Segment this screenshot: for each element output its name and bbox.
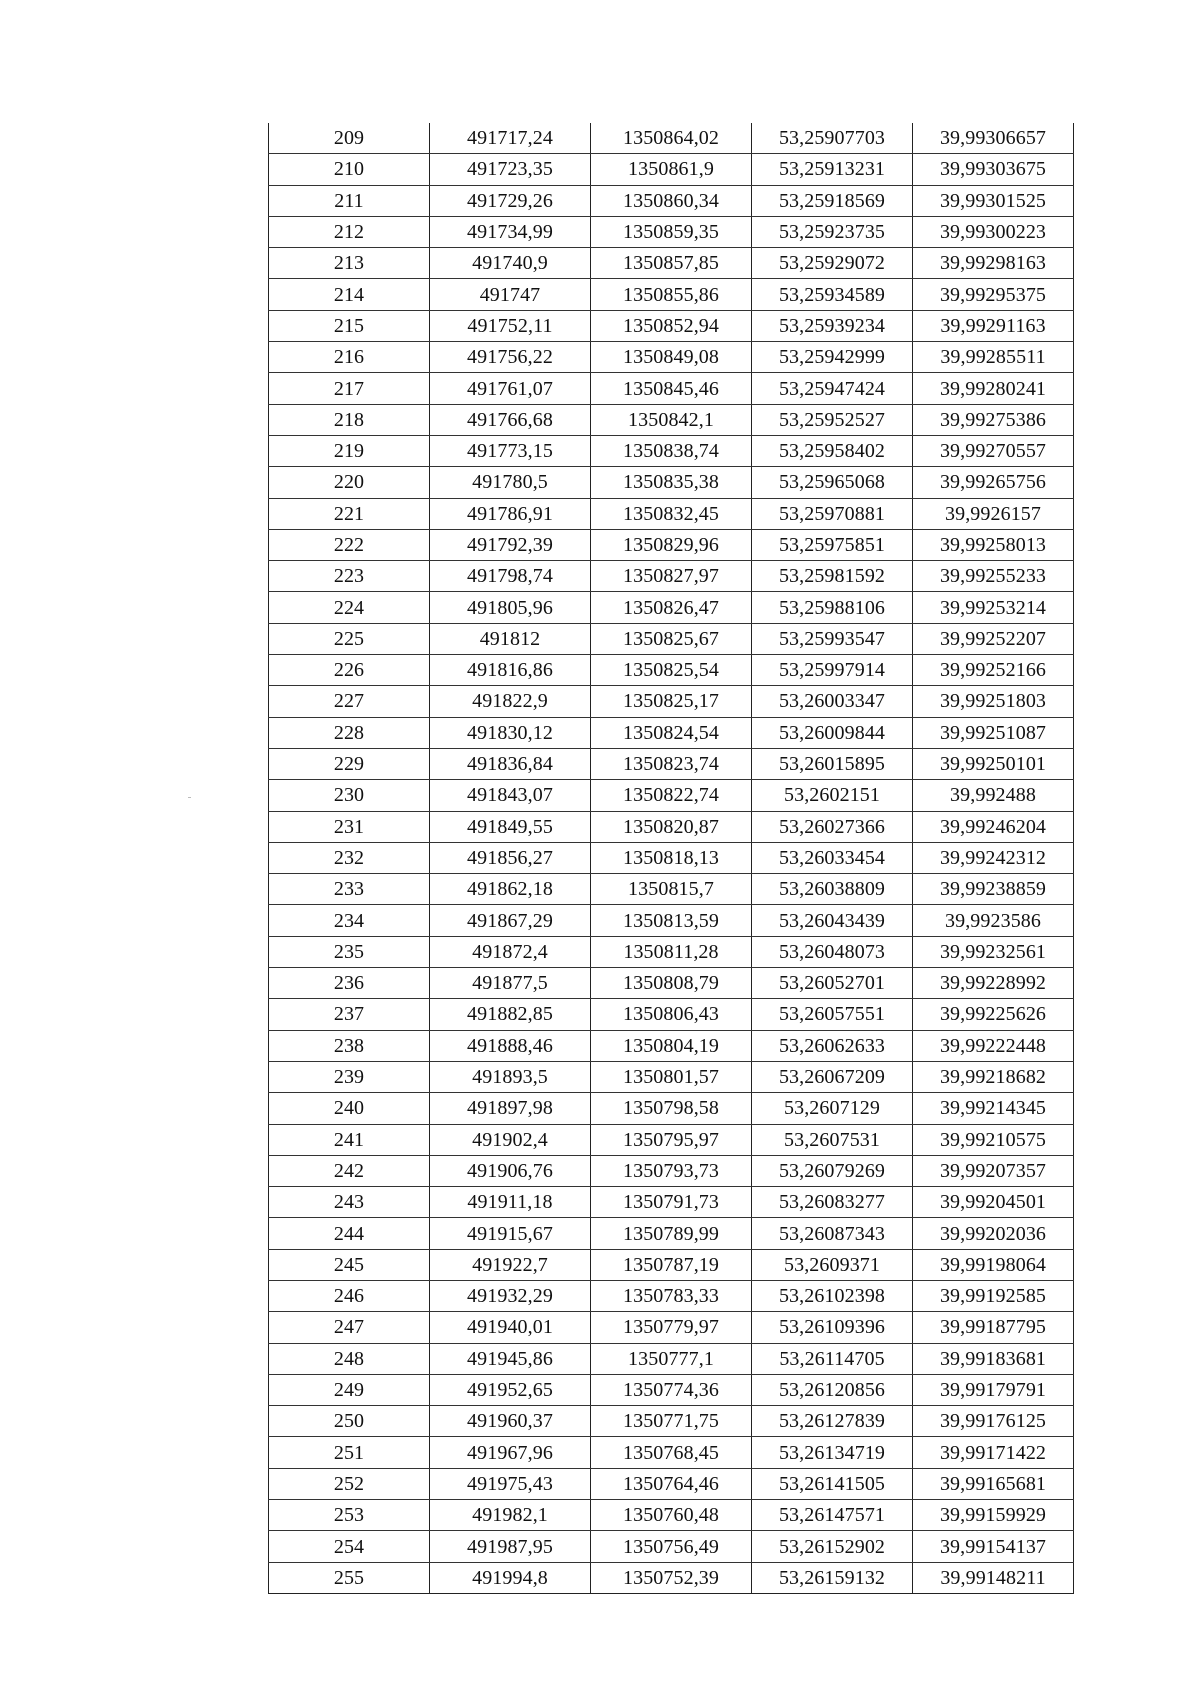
table-row xyxy=(269,216,1074,247)
longitude-cell: 39,99154137 xyxy=(913,1531,1074,1562)
x-coordinate-cell: 491877,5 xyxy=(430,968,591,999)
longitude-cell: 39,99218682 xyxy=(913,1061,1074,1092)
table-row xyxy=(269,842,1074,873)
table-row xyxy=(269,1406,1074,1437)
coordinates-table-body xyxy=(269,123,1074,1593)
y-coordinate-cell: 1350825,67 xyxy=(591,623,752,654)
table-row xyxy=(269,1343,1074,1374)
x-coordinate-cell: 491836,84 xyxy=(430,748,591,779)
table-row xyxy=(269,1155,1074,1186)
point-number-cell: 225 xyxy=(269,623,430,654)
point-number-cell: 252 xyxy=(269,1468,430,1499)
point-number-cell: 217 xyxy=(269,373,430,404)
y-coordinate-cell: 1350779,97 xyxy=(591,1312,752,1343)
y-coordinate-cell: 1350849,08 xyxy=(591,342,752,373)
y-coordinate-cell: 1350829,96 xyxy=(591,529,752,560)
point-number-cell: 241 xyxy=(269,1124,430,1155)
longitude-cell: 39,99301525 xyxy=(913,185,1074,216)
x-coordinate-cell: 491867,29 xyxy=(430,905,591,936)
y-coordinate-cell: 1350756,49 xyxy=(591,1531,752,1562)
table-row xyxy=(269,1280,1074,1311)
point-number-cell: 232 xyxy=(269,842,430,873)
longitude-cell: 39,99242312 xyxy=(913,842,1074,873)
x-coordinate-cell: 491729,26 xyxy=(430,185,591,216)
y-coordinate-cell: 1350832,45 xyxy=(591,498,752,529)
point-number-cell: 240 xyxy=(269,1093,430,1124)
table-row xyxy=(269,435,1074,466)
point-number-cell: 234 xyxy=(269,905,430,936)
y-coordinate-cell: 1350813,59 xyxy=(591,905,752,936)
y-coordinate-cell: 1350827,97 xyxy=(591,561,752,592)
y-coordinate-cell: 1350859,35 xyxy=(591,216,752,247)
table-row xyxy=(269,1531,1074,1562)
x-coordinate-cell: 491932,29 xyxy=(430,1280,591,1311)
latitude-cell: 53,25981592 xyxy=(752,561,913,592)
point-number-cell: 223 xyxy=(269,561,430,592)
point-number-cell: 214 xyxy=(269,279,430,310)
y-coordinate-cell: 1350835,38 xyxy=(591,467,752,498)
point-number-cell: 228 xyxy=(269,717,430,748)
x-coordinate-cell: 491723,35 xyxy=(430,154,591,185)
longitude-cell: 39,99251803 xyxy=(913,686,1074,717)
latitude-cell: 53,26067209 xyxy=(752,1061,913,1092)
longitude-cell: 39,99285511 xyxy=(913,342,1074,373)
x-coordinate-cell: 491822,9 xyxy=(430,686,591,717)
x-coordinate-cell: 491952,65 xyxy=(430,1374,591,1405)
latitude-cell: 53,26134719 xyxy=(752,1437,913,1468)
y-coordinate-cell: 1350798,58 xyxy=(591,1093,752,1124)
table-row xyxy=(269,529,1074,560)
latitude-cell: 53,25965068 xyxy=(752,467,913,498)
table-row xyxy=(269,185,1074,216)
x-coordinate-cell: 491734,99 xyxy=(430,216,591,247)
table-row xyxy=(269,1187,1074,1218)
point-number-cell: 220 xyxy=(269,467,430,498)
x-coordinate-cell: 491805,96 xyxy=(430,592,591,623)
table-row xyxy=(269,342,1074,373)
longitude-cell: 39,99246204 xyxy=(913,811,1074,842)
y-coordinate-cell: 1350826,47 xyxy=(591,592,752,623)
table-row xyxy=(269,623,1074,654)
table-row xyxy=(269,936,1074,967)
x-coordinate-cell: 491773,15 xyxy=(430,435,591,466)
table-row xyxy=(269,1124,1074,1155)
table-row xyxy=(269,1249,1074,1280)
latitude-cell: 53,26102398 xyxy=(752,1280,913,1311)
x-coordinate-cell: 491792,39 xyxy=(430,529,591,560)
x-coordinate-cell: 491747 xyxy=(430,279,591,310)
longitude-cell: 39,99165681 xyxy=(913,1468,1074,1499)
x-coordinate-cell: 491752,11 xyxy=(430,310,591,341)
point-number-cell: 251 xyxy=(269,1437,430,1468)
x-coordinate-cell: 491786,91 xyxy=(430,498,591,529)
latitude-cell: 53,25970881 xyxy=(752,498,913,529)
x-coordinate-cell: 491717,24 xyxy=(430,123,591,154)
table-row xyxy=(269,968,1074,999)
table-row xyxy=(269,874,1074,905)
table-row xyxy=(269,1218,1074,1249)
y-coordinate-cell: 1350820,87 xyxy=(591,811,752,842)
table-row xyxy=(269,310,1074,341)
y-coordinate-cell: 1350752,39 xyxy=(591,1562,752,1593)
table-row xyxy=(269,1093,1074,1124)
point-number-cell: 229 xyxy=(269,748,430,779)
latitude-cell: 53,25997914 xyxy=(752,655,913,686)
point-number-cell: 209 xyxy=(269,123,430,154)
longitude-cell: 39,99253214 xyxy=(913,592,1074,623)
longitude-cell: 39,99270557 xyxy=(913,435,1074,466)
point-number-cell: 221 xyxy=(269,498,430,529)
longitude-cell: 39,99300223 xyxy=(913,216,1074,247)
x-coordinate-cell: 491902,4 xyxy=(430,1124,591,1155)
latitude-cell: 53,26033454 xyxy=(752,842,913,873)
latitude-cell: 53,26127839 xyxy=(752,1406,913,1437)
x-coordinate-cell: 491982,1 xyxy=(430,1500,591,1531)
point-number-cell: 246 xyxy=(269,1280,430,1311)
point-number-cell: 244 xyxy=(269,1218,430,1249)
latitude-cell: 53,26114705 xyxy=(752,1343,913,1374)
x-coordinate-cell: 491862,18 xyxy=(430,874,591,905)
table-row xyxy=(269,279,1074,310)
longitude-cell: 39,99228992 xyxy=(913,968,1074,999)
coordinates-table xyxy=(268,123,1074,1594)
longitude-cell: 39,99303675 xyxy=(913,154,1074,185)
latitude-cell: 53,26062633 xyxy=(752,1030,913,1061)
point-number-cell: 242 xyxy=(269,1155,430,1186)
x-coordinate-cell: 491975,43 xyxy=(430,1468,591,1499)
longitude-cell: 39,99222448 xyxy=(913,1030,1074,1061)
point-number-cell: 253 xyxy=(269,1500,430,1531)
longitude-cell: 39,99148211 xyxy=(913,1562,1074,1593)
point-number-cell: 227 xyxy=(269,686,430,717)
latitude-cell: 53,25958402 xyxy=(752,435,913,466)
latitude-cell: 53,25939234 xyxy=(752,310,913,341)
point-number-cell: 237 xyxy=(269,999,430,1030)
table-row xyxy=(269,123,1074,154)
point-number-cell: 219 xyxy=(269,435,430,466)
longitude-cell: 39,99192585 xyxy=(913,1280,1074,1311)
longitude-cell: 39,99280241 xyxy=(913,373,1074,404)
longitude-cell: 39,99232561 xyxy=(913,936,1074,967)
point-number-cell: 212 xyxy=(269,216,430,247)
latitude-cell: 53,25952527 xyxy=(752,404,913,435)
longitude-cell: 39,99210575 xyxy=(913,1124,1074,1155)
y-coordinate-cell: 1350791,73 xyxy=(591,1187,752,1218)
y-coordinate-cell: 1350771,75 xyxy=(591,1406,752,1437)
y-coordinate-cell: 1350774,36 xyxy=(591,1374,752,1405)
scan-speck xyxy=(188,797,191,798)
latitude-cell: 53,25929072 xyxy=(752,248,913,279)
latitude-cell: 53,26009844 xyxy=(752,717,913,748)
longitude-cell: 39,99252166 xyxy=(913,655,1074,686)
point-number-cell: 215 xyxy=(269,310,430,341)
point-number-cell: 211 xyxy=(269,185,430,216)
longitude-cell: 39,99258013 xyxy=(913,529,1074,560)
x-coordinate-cell: 491987,95 xyxy=(430,1531,591,1562)
y-coordinate-cell: 1350804,19 xyxy=(591,1030,752,1061)
y-coordinate-cell: 1350795,97 xyxy=(591,1124,752,1155)
x-coordinate-cell: 491849,55 xyxy=(430,811,591,842)
latitude-cell: 53,26015895 xyxy=(752,748,913,779)
latitude-cell: 53,25907703 xyxy=(752,123,913,154)
point-number-cell: 230 xyxy=(269,780,430,811)
latitude-cell: 53,25923735 xyxy=(752,216,913,247)
point-number-cell: 213 xyxy=(269,248,430,279)
table-row xyxy=(269,717,1074,748)
x-coordinate-cell: 491843,07 xyxy=(430,780,591,811)
y-coordinate-cell: 1350760,48 xyxy=(591,1500,752,1531)
table-row xyxy=(269,1500,1074,1531)
latitude-cell: 53,26109396 xyxy=(752,1312,913,1343)
x-coordinate-cell: 491940,01 xyxy=(430,1312,591,1343)
longitude-cell: 39,99265756 xyxy=(913,467,1074,498)
table-row xyxy=(269,655,1074,686)
longitude-cell: 39,99176125 xyxy=(913,1406,1074,1437)
y-coordinate-cell: 1350768,45 xyxy=(591,1437,752,1468)
x-coordinate-cell: 491830,12 xyxy=(430,717,591,748)
latitude-cell: 53,25918569 xyxy=(752,185,913,216)
longitude-cell: 39,99275386 xyxy=(913,404,1074,435)
longitude-cell: 39,99207357 xyxy=(913,1155,1074,1186)
table-row xyxy=(269,404,1074,435)
y-coordinate-cell: 1350860,34 xyxy=(591,185,752,216)
table-row xyxy=(269,999,1074,1030)
point-number-cell: 218 xyxy=(269,404,430,435)
point-number-cell: 250 xyxy=(269,1406,430,1437)
x-coordinate-cell: 491922,7 xyxy=(430,1249,591,1280)
y-coordinate-cell: 1350818,13 xyxy=(591,842,752,873)
x-coordinate-cell: 491897,98 xyxy=(430,1093,591,1124)
table-row xyxy=(269,1374,1074,1405)
x-coordinate-cell: 491798,74 xyxy=(430,561,591,592)
longitude-cell: 39,99238859 xyxy=(913,874,1074,905)
point-number-cell: 243 xyxy=(269,1187,430,1218)
y-coordinate-cell: 1350822,74 xyxy=(591,780,752,811)
latitude-cell: 53,26159132 xyxy=(752,1562,913,1593)
y-coordinate-cell: 1350806,43 xyxy=(591,999,752,1030)
y-coordinate-cell: 1350857,85 xyxy=(591,248,752,279)
longitude-cell: 39,99250101 xyxy=(913,748,1074,779)
point-number-cell: 249 xyxy=(269,1374,430,1405)
y-coordinate-cell: 1350789,99 xyxy=(591,1218,752,1249)
longitude-cell: 39,99204501 xyxy=(913,1187,1074,1218)
longitude-cell: 39,9923586 xyxy=(913,905,1074,936)
longitude-cell: 39,99202036 xyxy=(913,1218,1074,1249)
latitude-cell: 53,26048073 xyxy=(752,936,913,967)
latitude-cell: 53,25934589 xyxy=(752,279,913,310)
table-row xyxy=(269,811,1074,842)
longitude-cell: 39,99255233 xyxy=(913,561,1074,592)
y-coordinate-cell: 1350764,46 xyxy=(591,1468,752,1499)
y-coordinate-cell: 1350801,57 xyxy=(591,1061,752,1092)
x-coordinate-cell: 491766,68 xyxy=(430,404,591,435)
latitude-cell: 53,26079269 xyxy=(752,1155,913,1186)
table-row xyxy=(269,248,1074,279)
x-coordinate-cell: 491856,27 xyxy=(430,842,591,873)
table-row xyxy=(269,592,1074,623)
point-number-cell: 236 xyxy=(269,968,430,999)
y-coordinate-cell: 1350823,74 xyxy=(591,748,752,779)
table-row xyxy=(269,154,1074,185)
longitude-cell: 39,99198064 xyxy=(913,1249,1074,1280)
x-coordinate-cell: 491756,22 xyxy=(430,342,591,373)
table-row xyxy=(269,1312,1074,1343)
latitude-cell: 53,26057551 xyxy=(752,999,913,1030)
y-coordinate-cell: 1350787,19 xyxy=(591,1249,752,1280)
table-row xyxy=(269,373,1074,404)
longitude-cell: 39,99295375 xyxy=(913,279,1074,310)
table-row xyxy=(269,498,1074,529)
longitude-cell: 39,992488 xyxy=(913,780,1074,811)
y-coordinate-cell: 1350861,9 xyxy=(591,154,752,185)
point-number-cell: 238 xyxy=(269,1030,430,1061)
x-coordinate-cell: 491906,76 xyxy=(430,1155,591,1186)
y-coordinate-cell: 1350825,17 xyxy=(591,686,752,717)
table-row xyxy=(269,1061,1074,1092)
point-number-cell: 255 xyxy=(269,1562,430,1593)
latitude-cell: 53,2607129 xyxy=(752,1093,913,1124)
x-coordinate-cell: 491882,85 xyxy=(430,999,591,1030)
point-number-cell: 226 xyxy=(269,655,430,686)
y-coordinate-cell: 1350815,7 xyxy=(591,874,752,905)
y-coordinate-cell: 1350852,94 xyxy=(591,310,752,341)
y-coordinate-cell: 1350777,1 xyxy=(591,1343,752,1374)
longitude-cell: 39,99251087 xyxy=(913,717,1074,748)
y-coordinate-cell: 1350793,73 xyxy=(591,1155,752,1186)
point-number-cell: 248 xyxy=(269,1343,430,1374)
y-coordinate-cell: 1350845,46 xyxy=(591,373,752,404)
longitude-cell: 39,99252207 xyxy=(913,623,1074,654)
latitude-cell: 53,2602151 xyxy=(752,780,913,811)
latitude-cell: 53,26038809 xyxy=(752,874,913,905)
x-coordinate-cell: 491960,37 xyxy=(430,1406,591,1437)
longitude-cell: 39,99171422 xyxy=(913,1437,1074,1468)
latitude-cell: 53,26120856 xyxy=(752,1374,913,1405)
table-row xyxy=(269,686,1074,717)
x-coordinate-cell: 491816,86 xyxy=(430,655,591,686)
point-number-cell: 210 xyxy=(269,154,430,185)
latitude-cell: 53,25947424 xyxy=(752,373,913,404)
latitude-cell: 53,26141505 xyxy=(752,1468,913,1499)
latitude-cell: 53,25942999 xyxy=(752,342,913,373)
x-coordinate-cell: 491888,46 xyxy=(430,1030,591,1061)
latitude-cell: 53,26083277 xyxy=(752,1187,913,1218)
latitude-cell: 53,26043439 xyxy=(752,905,913,936)
longitude-cell: 39,99183681 xyxy=(913,1343,1074,1374)
x-coordinate-cell: 491915,67 xyxy=(430,1218,591,1249)
table-row xyxy=(269,1468,1074,1499)
latitude-cell: 53,25988106 xyxy=(752,592,913,623)
point-number-cell: 216 xyxy=(269,342,430,373)
x-coordinate-cell: 491967,96 xyxy=(430,1437,591,1468)
table-row xyxy=(269,1437,1074,1468)
y-coordinate-cell: 1350783,33 xyxy=(591,1280,752,1311)
longitude-cell: 39,99159929 xyxy=(913,1500,1074,1531)
longitude-cell: 39,99306657 xyxy=(913,123,1074,154)
y-coordinate-cell: 1350838,74 xyxy=(591,435,752,466)
longitude-cell: 39,99225626 xyxy=(913,999,1074,1030)
point-number-cell: 222 xyxy=(269,529,430,560)
latitude-cell: 53,25975851 xyxy=(752,529,913,560)
point-number-cell: 247 xyxy=(269,1312,430,1343)
point-number-cell: 239 xyxy=(269,1061,430,1092)
longitude-cell: 39,9926157 xyxy=(913,498,1074,529)
point-number-cell: 254 xyxy=(269,1531,430,1562)
table-row xyxy=(269,780,1074,811)
longitude-cell: 39,99179791 xyxy=(913,1374,1074,1405)
y-coordinate-cell: 1350855,86 xyxy=(591,279,752,310)
y-coordinate-cell: 1350824,54 xyxy=(591,717,752,748)
x-coordinate-cell: 491872,4 xyxy=(430,936,591,967)
point-number-cell: 231 xyxy=(269,811,430,842)
latitude-cell: 53,26147571 xyxy=(752,1500,913,1531)
latitude-cell: 53,26003347 xyxy=(752,686,913,717)
y-coordinate-cell: 1350808,79 xyxy=(591,968,752,999)
point-number-cell: 224 xyxy=(269,592,430,623)
point-number-cell: 245 xyxy=(269,1249,430,1280)
x-coordinate-cell: 491740,9 xyxy=(430,248,591,279)
table-row xyxy=(269,1562,1074,1593)
x-coordinate-cell: 491994,8 xyxy=(430,1562,591,1593)
longitude-cell: 39,99291163 xyxy=(913,310,1074,341)
y-coordinate-cell: 1350842,1 xyxy=(591,404,752,435)
x-coordinate-cell: 491911,18 xyxy=(430,1187,591,1218)
table-row xyxy=(269,561,1074,592)
x-coordinate-cell: 491780,5 xyxy=(430,467,591,498)
latitude-cell: 53,25913231 xyxy=(752,154,913,185)
latitude-cell: 53,25993547 xyxy=(752,623,913,654)
table-row xyxy=(269,1030,1074,1061)
table-row xyxy=(269,467,1074,498)
y-coordinate-cell: 1350811,28 xyxy=(591,936,752,967)
latitude-cell: 53,26087343 xyxy=(752,1218,913,1249)
x-coordinate-cell: 491945,86 xyxy=(430,1343,591,1374)
y-coordinate-cell: 1350825,54 xyxy=(591,655,752,686)
longitude-cell: 39,99187795 xyxy=(913,1312,1074,1343)
x-coordinate-cell: 491812 xyxy=(430,623,591,654)
latitude-cell: 53,2609371 xyxy=(752,1249,913,1280)
longitude-cell: 39,99298163 xyxy=(913,248,1074,279)
latitude-cell: 53,26052701 xyxy=(752,968,913,999)
latitude-cell: 53,26152902 xyxy=(752,1531,913,1562)
point-number-cell: 235 xyxy=(269,936,430,967)
table-row xyxy=(269,748,1074,779)
latitude-cell: 53,26027366 xyxy=(752,811,913,842)
y-coordinate-cell: 1350864,02 xyxy=(591,123,752,154)
point-number-cell: 233 xyxy=(269,874,430,905)
latitude-cell: 53,2607531 xyxy=(752,1124,913,1155)
x-coordinate-cell: 491893,5 xyxy=(430,1061,591,1092)
longitude-cell: 39,99214345 xyxy=(913,1093,1074,1124)
x-coordinate-cell: 491761,07 xyxy=(430,373,591,404)
table-row xyxy=(269,905,1074,936)
